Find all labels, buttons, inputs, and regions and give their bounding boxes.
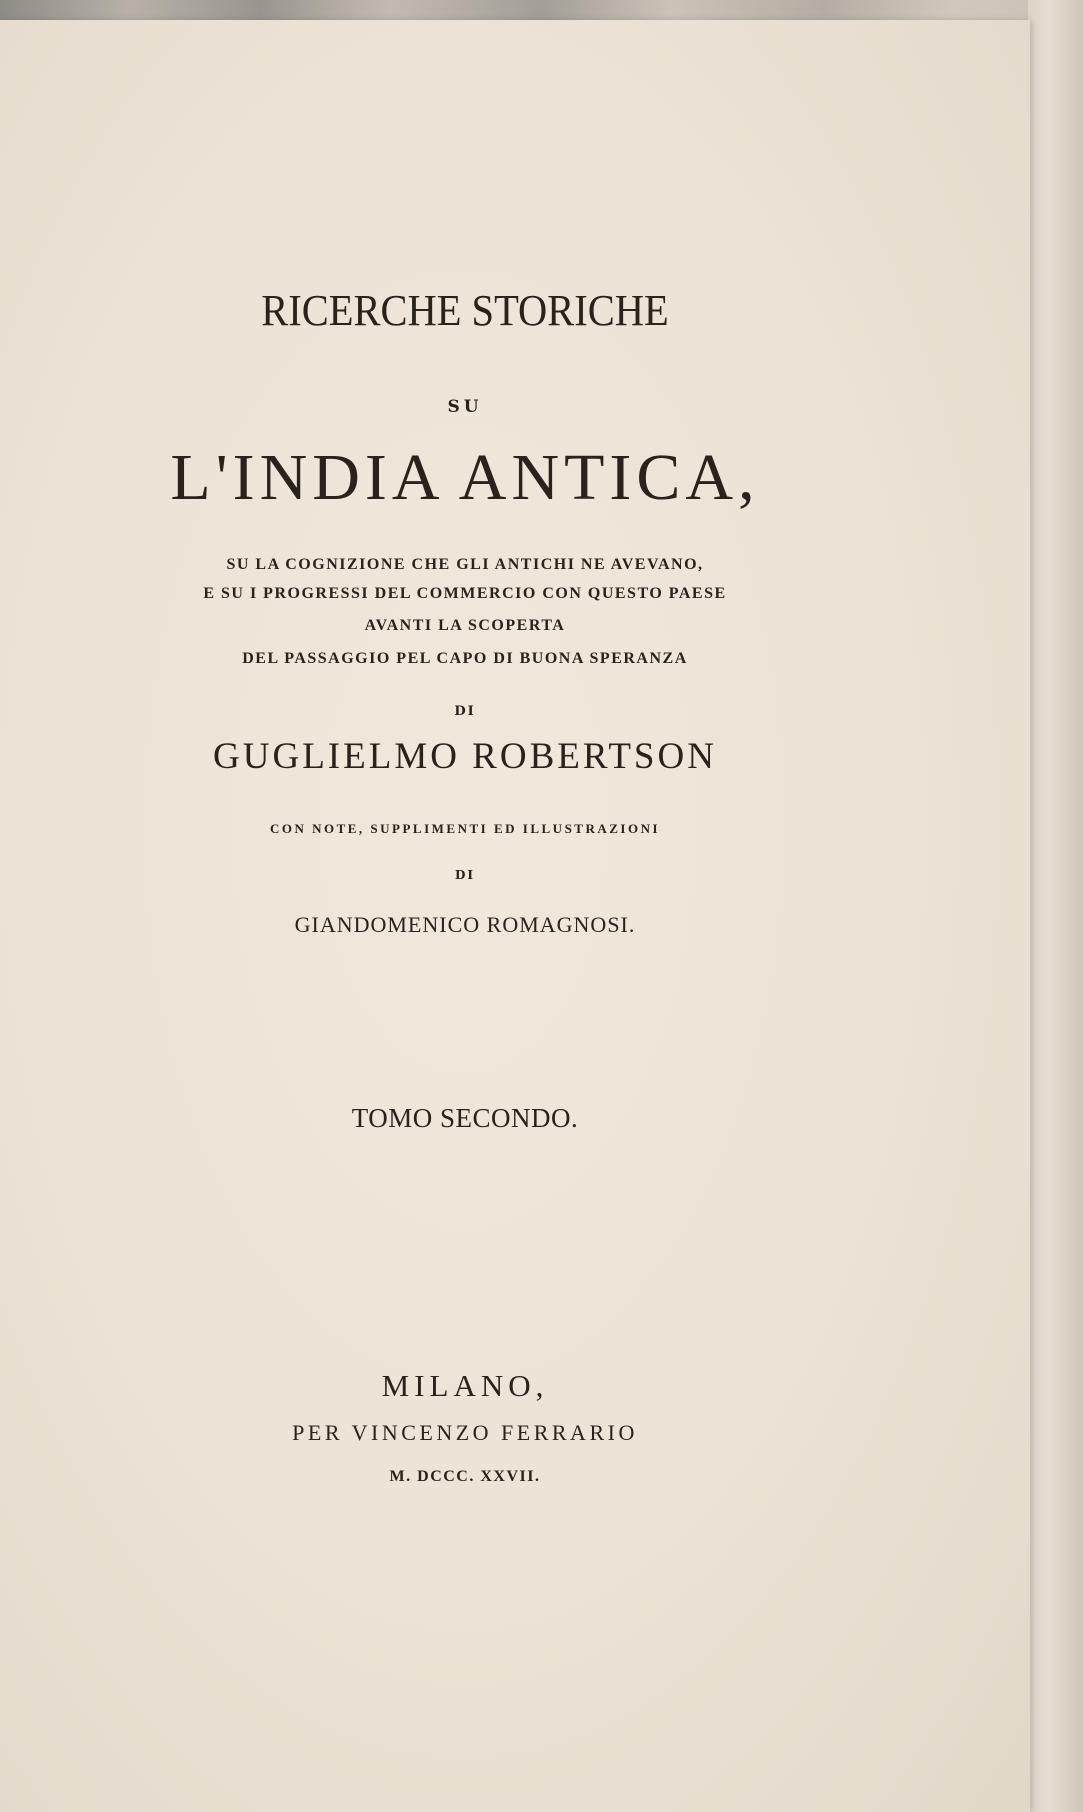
title-line-su: SU [447, 397, 483, 417]
subtitle-line: AVANTI LA SCOPERTA [364, 617, 566, 634]
subtitle-line: SU LA COGNIZIONE CHE GLI ANTICHI NE AVEVANO, [226, 556, 704, 573]
page-edge-right [1028, 0, 1083, 1812]
title-line-india: L'INDIA ANTICA, [170, 441, 760, 514]
author-name: GUGLIELMO ROBERTSON [213, 736, 717, 777]
by-line-editor: DI [454, 868, 476, 882]
by-line: DI [454, 704, 476, 719]
imprint-year: M. DCCC. XXVII. [389, 1468, 541, 1485]
title-page [0, 20, 1030, 1812]
notes-line: CON NOTE, SUPPLIMENTI ED ILLUSTRAZIONI [269, 821, 661, 836]
imprint-publisher: PER VINCENZO FERRARIO [292, 1420, 638, 1445]
volume-label: TOMO SECONDO. [351, 1103, 579, 1133]
subtitle-line: DEL PASSAGGIO PEL CAPO DI BUONA SPERANZA [242, 650, 688, 667]
title-line-ricerche: RICERCHE STORICHE [261, 286, 669, 335]
subtitle-line: E SU I PROGRESSI DEL COMMERCIO CON QUESTO PAESE [203, 585, 727, 602]
imprint-city: MILANO, [381, 1368, 549, 1403]
editor-name: GIANDOMENICO ROMAGNOSI. [294, 912, 636, 937]
